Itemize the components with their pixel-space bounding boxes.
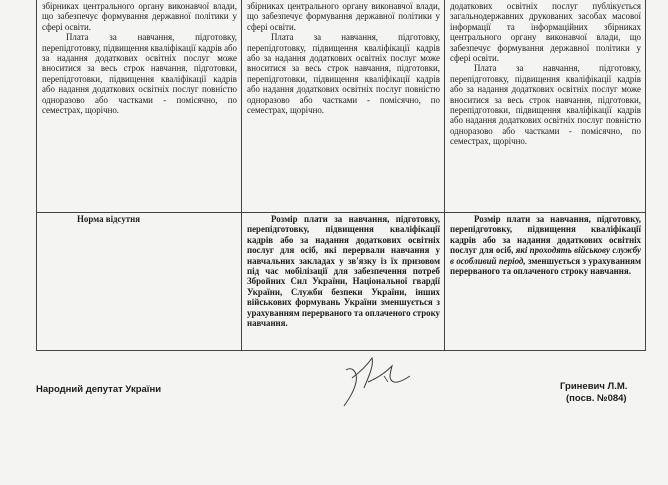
deputy-block: [560, 381, 660, 405]
paragraph: Плата за навчання, підготовку, перепідготовку, підвищення кваліфікації кадрів або за надання додаткових освітніх послуг може вноситися за весь строк навчання, підготовки, перепідготовки, підвищення кваліфікації кадрів або надання додаткових освітніх послуг повністю одноразово або частками - помісячно, по семестрах, щорічно.: [247, 32, 440, 116]
paragraph: Плата за навчання, підготовку, перепідготовку, підвищення кваліфікації кадрів або за надання додаткових освітніх послуг може вноситися за весь строк навчання, підготовки, перепідготовки, підвищення кваліфікації кадрів або надання додаткових освітніх послуг повністю одноразово або частками - помісячно, по семестрах, щорічно.: [450, 63, 641, 147]
signer-title: Народний депутат України: [36, 384, 162, 395]
comparison-table: [36, 0, 646, 351]
deputy-certificate: (посв. №084): [566, 393, 627, 404]
table-cell-proposed-wording: [242, 213, 445, 351]
table-cell-current-law: [37, 0, 242, 213]
paragraph: [450, 214, 641, 276]
table-row: [37, 213, 646, 351]
paragraph: додаткових освітніх послуг публікується загальнодержавних друкованих засобах масової інформації та інформаційних збірниках центрального органу виконавчої влади, що забезпечує формування державної політики у сфері освіти.: [450, 1, 641, 64]
paragraph: Розмір плати за навчання, підготовку, перепідготовку, підвищення кваліфікації кадрів або за надання додаткових освітніх послуг для осіб, які перервали навчання у навчальних закладах у зв'язку із їх призовом під час мобілізації для забезпечення потреб Збройних Сил України, Національної гвардії України, Служби безпеки України, інших військових формувань України зменшується з урахуванням перерваного та оплаченого строку навчання.: [247, 214, 440, 329]
table-cell-proposed-wording: [242, 0, 445, 213]
table-cell-current-law: [37, 213, 242, 351]
norm-absent-label: Норма відсутня: [77, 214, 141, 224]
italic-text-segment: які проходять військову службу в особливий період,: [450, 245, 641, 266]
table-row: [37, 0, 646, 213]
paragraph: Плата за навчання, підготовку, перепідготовку, підвищення кваліфікації кадрів або за надання додаткових освітніх послуг може вноситися за весь строк навчання, підготовки, перепідготовки, підвищення кваліфікації кадрів або надання додаткових освітніх послуг повністю одноразово або частками - помісячно, по семестрах, щорічно.: [42, 32, 237, 116]
paragraph: збірниках центрального органу виконавчої влади, що забезпечує формування державної політики у сфері освіти.: [247, 1, 440, 32]
handwritten-signature: [338, 352, 418, 410]
paragraph: збірниках центрального органу виконавчої влади, що забезпечує формування державної політики у сфері освіти.: [42, 1, 237, 32]
text-segment: Розмір плати за навчання, підготовку, перепідготовку, підвищення кваліфікації кадрів або за надання додаткових освітніх послуг для осіб,: [450, 214, 641, 256]
text-segment: зменшується з урахуванням перерваного та оплаченого строку навчання.: [450, 255, 641, 277]
deputy-name: Гриневич Л.М.: [560, 381, 628, 392]
table-cell-committee-wording: [445, 213, 646, 351]
table-cell-committee-wording: [445, 0, 646, 213]
